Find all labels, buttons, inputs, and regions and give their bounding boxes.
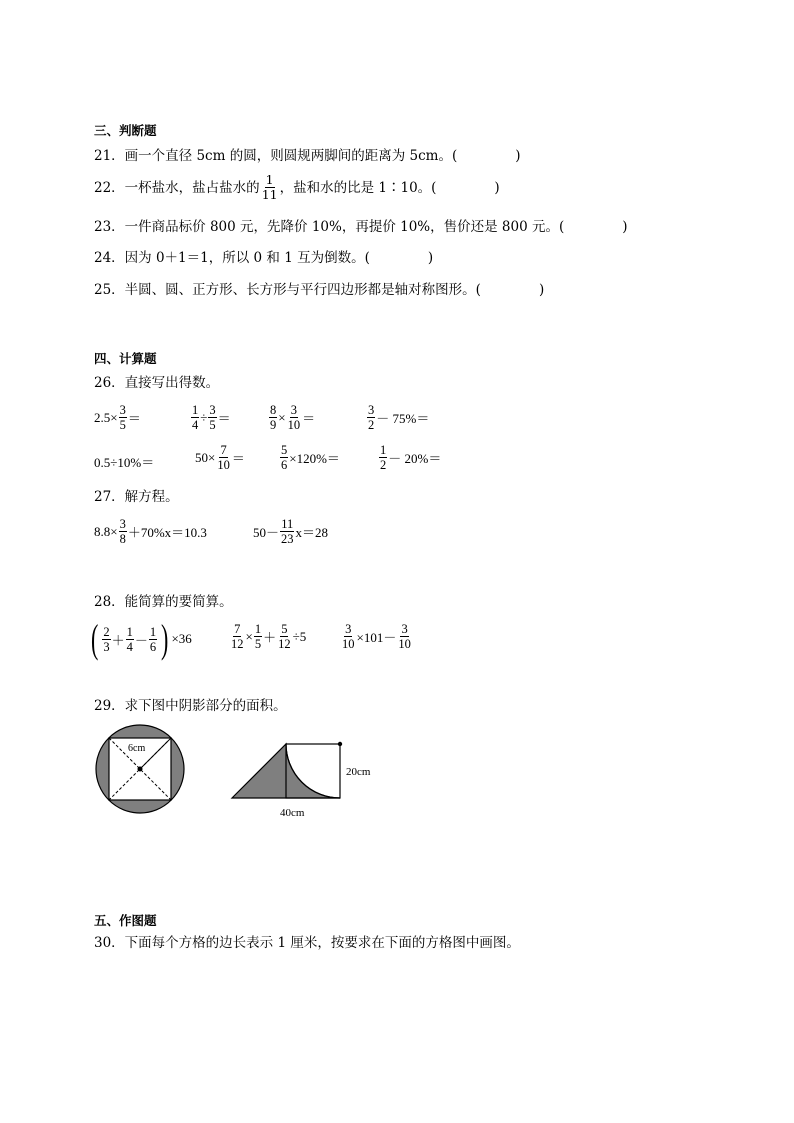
question-30: 30．下面每个方格的边长表示 1 厘米，按要求在下面的方格图中画图。: [94, 935, 520, 951]
fraction: $\frac{2}{3}$: [103, 624, 110, 654]
question-22: [94, 173, 500, 202]
fraction: $\frac{3}{10}$: [287, 403, 301, 432]
answer-paren-close: ): [515, 148, 521, 164]
fraction: $\frac{7}{10}$: [217, 443, 230, 472]
fraction: $\frac{3}{5}$: [119, 403, 126, 432]
figure-triangle-quarter-circle: [232, 742, 371, 819]
expr-26-5: 0.5÷10%＝: [94, 455, 155, 470]
fraction: $\frac{5}{12}$: [278, 622, 291, 651]
section-heading-judge: 三、判断题: [94, 123, 157, 138]
label-6cm: 6cm: [128, 743, 146, 754]
answer-paren-close: ): [427, 250, 434, 266]
question-23-text: 23．一件商品标价 800 元，先降价 10%，再提价 10%，售价还是 800 元。(: [94, 219, 565, 235]
answer-paren-close: ): [538, 282, 545, 298]
simplify-expr-1: ( $\frac{2}{3}$ ＋ $\frac{1}{4}$ － $\frac{1}{6}$ ) ×36: [90, 616, 192, 661]
expr-26-7: $\frac{5}{6}$ ×120%＝: [281, 443, 340, 472]
question-25-text: 25．半圆、圆、正方形、长方形与平行四边形都是轴对称图形。(: [94, 282, 481, 298]
expr-26-3: $\frac{8}{9}$ × $\frac{3}{10}$ ＝: [270, 403, 316, 432]
fraction: $\frac{1}{6}$: [149, 624, 157, 654]
expr-26-6: 50× $\frac{7}{10}$ ＝: [195, 443, 245, 472]
fraction: $\frac{3}{10}$: [398, 622, 411, 651]
equation-1: 8.8× $\frac{3}{8}$ ＋70%x＝10.3: [94, 517, 207, 546]
fraction: $\frac{3}{10}$: [342, 622, 355, 651]
right-paren: ): [161, 616, 169, 661]
fraction: $\frac{1}{5}$: [254, 622, 262, 651]
question-27: 27．解方程。: [94, 489, 179, 505]
fraction: $\frac{3}{5}$: [209, 403, 216, 432]
equation-2: 50－ $\frac{11}{23}$ x＝28: [253, 517, 329, 546]
left-paren: (: [90, 616, 99, 661]
answer-paren-close: ): [622, 219, 628, 235]
section-heading-draw: 五、作图题: [94, 913, 157, 928]
fraction: $\frac{11}{23}$: [281, 517, 294, 546]
question-21-text: 21．画一个直径 5cm 的圆，则圆规两脚间的距离为 5cm。(: [94, 148, 458, 164]
section-heading-calc: 四、计算题: [94, 351, 157, 366]
question-24: [94, 248, 433, 268]
label-20cm: 20cm: [346, 766, 371, 778]
arc-center-dot: [338, 742, 342, 746]
answer-paren-close: ): [494, 179, 500, 196]
expr-26-8: $\frac{1}{2}$ － 20%＝: [380, 443, 442, 472]
expr-26-2: $\frac{1}{4}$ ÷ $\frac{3}{5}$ ＝: [192, 403, 231, 432]
question-26: 26．直接写出得数。: [94, 375, 220, 391]
question-22-text-a: 22．一杯盐水，盐占盐水的: [94, 179, 260, 196]
fraction: $\frac{1}{4}$: [192, 403, 199, 432]
figure-circle-square: [96, 725, 184, 813]
expr-26-4: $\frac{3}{2}$ － 75%＝: [368, 403, 430, 432]
question-21: [94, 146, 521, 166]
fraction: $\frac{1}{4}$: [126, 624, 133, 654]
fraction: $\frac{3}{8}$: [119, 517, 126, 546]
question-28: 28．能简算的要简算。: [94, 594, 233, 610]
question-29: 29．求下图中阴影部分的面积。: [94, 698, 287, 714]
fraction: $\frac{8}{9}$: [270, 403, 277, 432]
simplify-expr-3: $\frac{3}{10}$ ×101－ $\frac{3}{10}$: [342, 622, 411, 651]
question-22-text-b: ，盐和水的比是 1∶10。(: [279, 179, 437, 196]
fraction: $\frac{1}{11}$: [261, 172, 278, 202]
shaded-area-figures: [90, 724, 390, 824]
fraction: $\frac{3}{2}$: [368, 403, 375, 432]
label-40cm: 40cm: [280, 807, 305, 819]
question-23: [94, 217, 628, 237]
fraction: $\frac{1}{2}$: [380, 443, 387, 472]
expr-26-1: 2.5× $\frac{3}{5}$ ＝: [94, 403, 141, 432]
question-25: [94, 280, 544, 300]
simplify-expr-2: $\frac{7}{12}$ × $\frac{1}{5}$ ＋ $\frac{5}{12}$ ÷5: [231, 622, 307, 651]
fraction: $\frac{7}{12}$: [231, 622, 244, 651]
center-dot: [138, 767, 143, 772]
fraction: $\frac{5}{6}$: [281, 443, 288, 472]
question-24-text: 24．因为 0＋1＝1，所以 0 和 1 互为倒数。(: [94, 250, 370, 266]
